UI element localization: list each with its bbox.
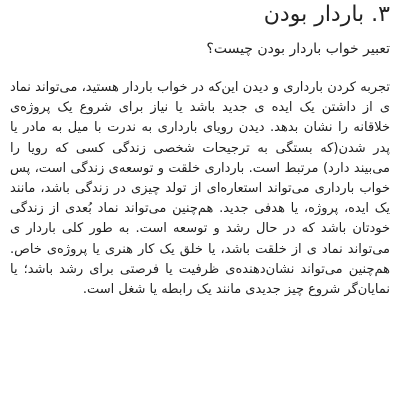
section-subheading: تعبیر خواب باردار بودن چیست؟ bbox=[206, 41, 390, 57]
section-body-paragraph: تجربه کردن بارداری و دیدن این‌که در خواب باردار هستید، می‌تواند نماد ی از داشتن یک ایده ی جدید باشد یا نیاز برای شروع یک پروژه‌ی خلاقانه را نشان بدهد. دیدن رویای بارداری به ندرت با میل به مادر یا پدر شدن(که بستگی به ترجیحات شخصی زندگی کسی که رویا را می‌بیند دارد) مرتبط است. بارداری خلقت و توسعه‌ی زندگی است، پس خواب بارداری می‌تواند استعاره‌ای از تولد چیزی در زندگی باشد، مانند یک ایده، پروژه، یا هدفی جدید. هم‌چنین می‌تواند نماد بُعدی از زندگی خودتان باشد که در حال رشد و توسعه است. به طور کلی باردار ی می‌تواند نماد ی از خلقت باشد، یا خلق یک کار هنری یا پروژه‌ی خاص. هم‌چنین می‌تواند نشان‌دهنده‌ی ظرفیت یا فرصتی برای رشد باشد؛ یا نمایان‌گر شروع چیز جدیدی مانند یک رابطه یا شغل است. bbox=[10, 80, 390, 298]
article-section bbox=[10, 0, 390, 300]
section-heading: ۳. باردار بودن bbox=[263, 2, 390, 27]
